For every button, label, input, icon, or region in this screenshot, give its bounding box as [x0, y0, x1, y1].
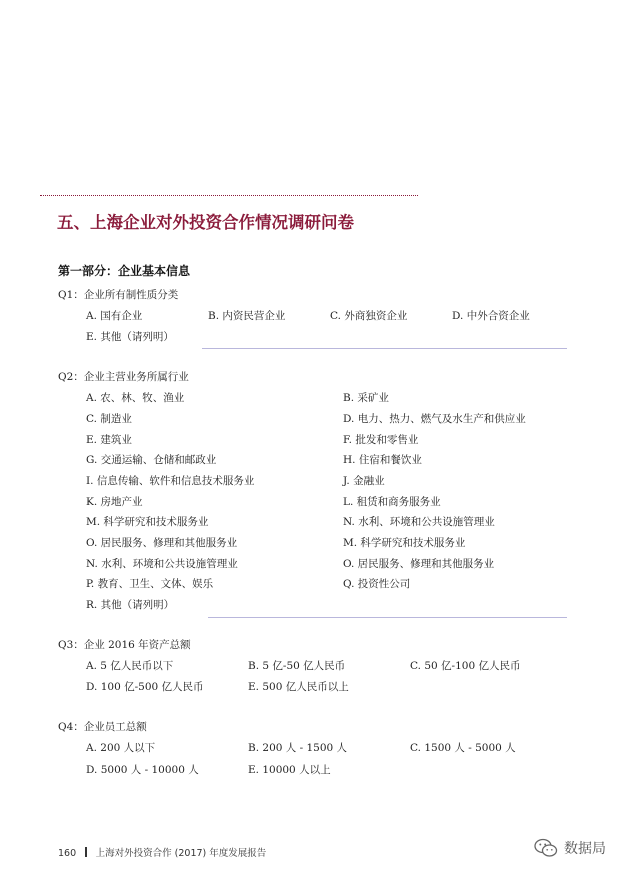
q2-right-option: L. 租赁和商务服务业	[343, 496, 441, 508]
q2-left-option: P. 教育、卫生、文体、娱乐	[86, 578, 214, 590]
q2-left-option: K. 房地产业	[86, 496, 143, 508]
q2-left-option: R. 其他（请列明）	[86, 599, 175, 611]
q2-right-option: H. 住宿和餐饮业	[343, 454, 422, 466]
q4-option-d: D. 5000 人 - 10000 人	[86, 764, 199, 776]
q4-option-a: A. 200 人以下	[86, 742, 156, 754]
q3-option-a: A. 5 亿人民币以下	[86, 660, 174, 672]
wechat-icon	[534, 838, 558, 858]
watermark	[534, 838, 606, 858]
q3-option-d: D. 100 亿-500 亿人民币	[86, 681, 204, 693]
q2-right-option: J. 金融业	[343, 475, 385, 487]
q2-right-option: Q. 投资性公司	[343, 578, 411, 590]
q1-option-e: E. 其他（请列明）	[86, 331, 174, 343]
page-footer	[58, 845, 266, 859]
q2-right-option: M. 科学研究和技术服务业	[343, 537, 466, 549]
header-dotted-rule	[40, 195, 418, 196]
q1-option-d: D. 中外合资企业	[452, 310, 530, 322]
q4-option-c: C. 1500 人 - 5000 人	[410, 742, 516, 754]
q2-right-option: N. 水利、环境和公共设施管理业	[343, 516, 495, 528]
q2-left-option: I. 信息传输、软件和信息技术服务业	[86, 475, 255, 487]
q2-left-option: O. 居民服务、修理和其他服务业	[86, 537, 238, 549]
q3-option-b: B. 5 亿-50 亿人民币	[248, 660, 346, 672]
footer-separator	[85, 847, 87, 857]
q2-write-in-line	[208, 617, 567, 618]
section-title: 五、上海企业对外投资合作情况调研问卷	[57, 213, 354, 232]
q1-option-c: C. 外商独资企业	[330, 310, 408, 322]
q2-label: Q2：企业主营业务所属行业	[58, 371, 189, 383]
q2-left-option: A. 农、林、牧、渔业	[86, 392, 185, 404]
page-number: 160	[58, 848, 77, 859]
q1-option-a: A. 国有企业	[86, 310, 143, 322]
q1-write-in-line	[202, 348, 567, 349]
part-title: 第一部分：企业基本信息	[58, 264, 191, 278]
watermark-text: 数据局	[564, 841, 606, 857]
q1-label: Q1：企业所有制性质分类	[58, 289, 179, 301]
q2-left-option: G. 交通运输、仓储和邮政业	[86, 454, 217, 466]
report-title: 上海对外投资合作 (2017) 年度发展报告	[95, 848, 267, 859]
q4-option-e: E. 10000 人以上	[248, 764, 331, 776]
q2-right-option: O. 居民服务、修理和其他服务业	[343, 558, 495, 570]
q2-left-option: C. 制造业	[86, 413, 132, 425]
q2-left-option: M. 科学研究和技术服务业	[86, 516, 209, 528]
q3-option-e: E. 500 亿人民币以上	[248, 681, 349, 693]
q2-right-option: D. 电力、热力、燃气及水生产和供应业	[343, 413, 526, 425]
q2-right-option: B. 采矿业	[343, 392, 389, 404]
q2-left-option: E. 建筑业	[86, 434, 132, 446]
q1-option-b: B. 内资民营企业	[208, 310, 286, 322]
q4-option-b: B. 200 人 - 1500 人	[248, 742, 348, 754]
q4-label: Q4：企业员工总额	[58, 721, 147, 733]
q3-option-c: C. 50 亿-100 亿人民币	[410, 660, 521, 672]
q2-right-option: F. 批发和零售业	[343, 434, 419, 446]
q2-left-option: N. 水利、环境和公共设施管理业	[86, 558, 238, 570]
q3-label: Q3：企业 2016 年资产总额	[58, 639, 191, 651]
